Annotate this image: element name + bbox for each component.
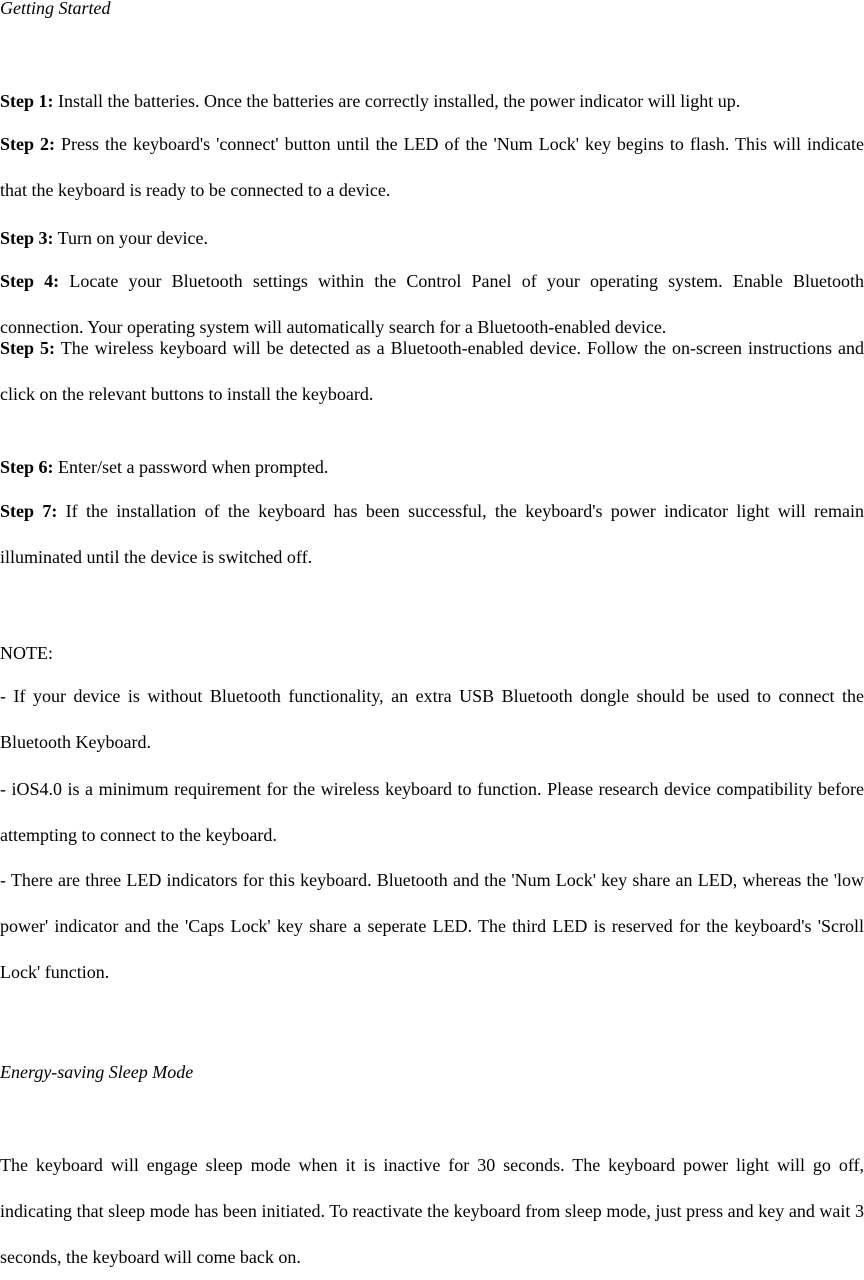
step-label: Step 2: (0, 134, 55, 154)
step-label: Step 3: (0, 228, 54, 248)
step-2 (0, 121, 864, 213)
step-text: Install the batteries. Once the batteries are correctly installed, the power indicator will light up. (53, 91, 741, 111)
step-label: Step 5: (0, 338, 56, 358)
note-item: - There are three LED indicators for this keyboard. Bluetooth and the 'Num Lock' key share an LED, whereas the 'low power' indicator and the 'Caps Lock' key share a seperate LED. The third LED is reserved for the keyboard's 'Scroll Lock' function. (0, 870, 864, 982)
sleep-mode-text: The keyboard will engage sleep mode when it is inactive for 30 seconds. The keyboard power light will go off, indicating that sleep mode has been initiated. To reactivate the keyboard from sleep mode, just press and key and wait 3 seconds, the keyboard will come back on. (0, 1155, 864, 1267)
sleep-mode-heading: Energy-saving Sleep Mode (0, 1062, 194, 1082)
getting-started-heading: Getting Started (0, 0, 111, 18)
step-label: Step 1: (0, 91, 54, 111)
note-item: - If your device is without Bluetooth functionality, an extra USB Bluetooth dongle should be used to connect the Bluetooth Keyboard. (0, 686, 864, 752)
step-5 (0, 325, 864, 417)
step-6 (0, 456, 864, 478)
step-3 (0, 227, 864, 249)
step-text: The wireless keyboard will be detected as a Bluetooth-enabled device. Follow the on-screen instructions and click on the relevant buttons to install the keyboard. (0, 338, 864, 404)
step-7 (0, 488, 864, 580)
step-text: Enter/set a password when prompted. (53, 457, 329, 477)
step-label: Step 4: (0, 271, 60, 291)
note-title: NOTE: (0, 643, 53, 663)
step-text: Press the keyboard's 'connect' button until the LED of the 'Num Lock' key begins to flash. This will indicate that the keyboard is ready to be connected to a device. (0, 134, 864, 200)
step-label: Step 7: (0, 501, 58, 521)
step-text: If the installation of the keyboard has been successful, the keyboard's power indicator light will remain illuminated until the device is switched off. (0, 501, 864, 567)
note-item: - iOS4.0 is a minimum requirement for the wireless keyboard to function. Please research device compatibility before attempting to connect to the keyboard. (0, 779, 864, 845)
step-1 (0, 90, 864, 112)
step-label: Step 6: (0, 457, 54, 477)
step-text: Locate your Bluetooth settings within the Control Panel of your operating system. Enable Bluetooth connection. Your operating system will automatically search for a Bluetooth-enabled device. (0, 271, 864, 337)
step-text: Turn on your device. (53, 228, 208, 248)
